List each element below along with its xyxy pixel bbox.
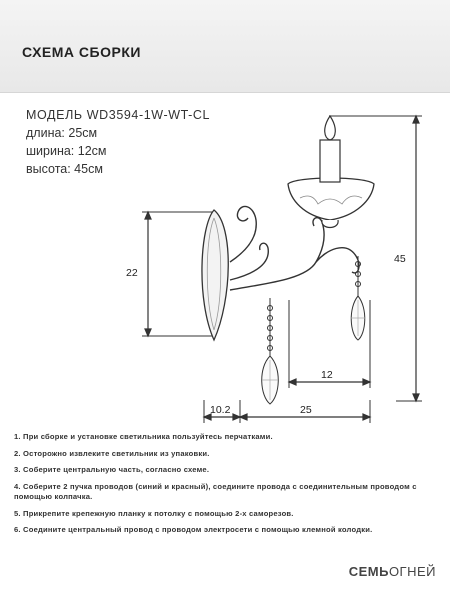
brand-logo-light: ОГНЕЙ: [388, 564, 436, 579]
page-title: СХЕМА СБОРКИ: [22, 44, 141, 60]
candle-holder: [288, 116, 374, 228]
brand-logo: [349, 564, 436, 579]
length-label: 25: [300, 404, 312, 416]
brand-logo-bold: СЕМЬ: [348, 564, 389, 579]
instruction-item: 3. Соберите центральную часть, согласно схеме.: [14, 465, 210, 474]
backplate: [202, 210, 228, 340]
sconce-arm: [230, 206, 359, 290]
height-label: 45: [394, 253, 406, 265]
instruction-item: 6. Соедините центральный провод с проводом электросети с помощью клемной колодки.: [14, 525, 373, 534]
spec-height: высота: 45см: [26, 162, 103, 176]
instruction-item: 1. При сборке и установке светильника пользуйтесь перчатками.: [14, 432, 273, 441]
cup-width-label: 12: [321, 369, 333, 381]
instructions-list: [14, 432, 442, 536]
instruction-item: 5. Прикрепите крепежную планку к потолку с помощью 2-х саморезов.: [14, 508, 294, 518]
backplate-height-label: 22: [126, 267, 138, 279]
instruction-item: 2. Осторожно извлеките светильник из упаковки.: [14, 448, 210, 458]
crystal-pendant-left: [262, 298, 279, 404]
spec-width: ширина: 12см: [26, 144, 107, 158]
crystal-pendant-right: [351, 256, 365, 340]
spec-model: МОДЕЛЬ WD3594-1W-WT-CL: [26, 108, 211, 122]
backplate-depth-label: 10.2: [210, 404, 231, 416]
instruction-item: 4. Соберите 2 пучка проводов (синий и красный), соедините провода с соединительным проводом с помощью колпачка.: [14, 481, 417, 501]
spec-length: длина: 25см: [26, 126, 98, 140]
